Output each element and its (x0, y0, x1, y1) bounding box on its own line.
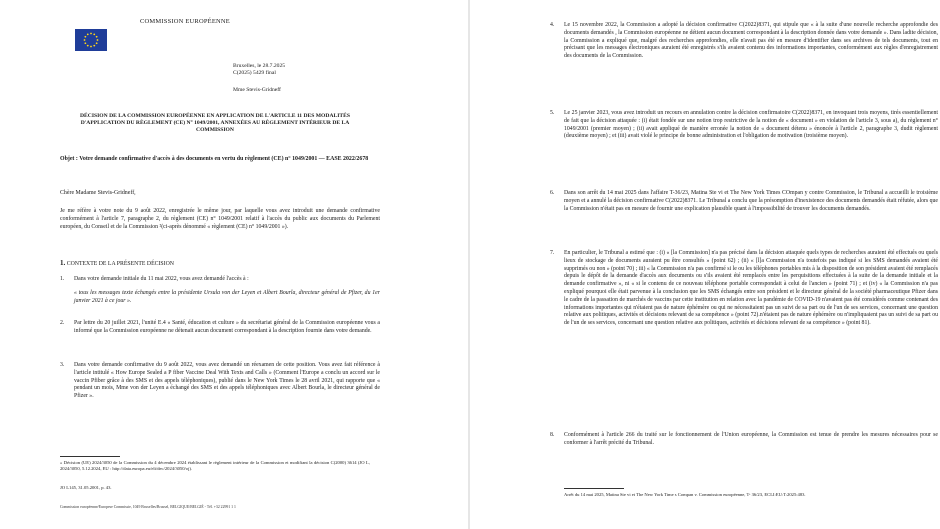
intro-paragraph: Je me réfère à votre note du 9 août 2022, enregistrée le même jour, par laquelle vous avez introduit une demande confirmative conformément à l'article 7, paragraphe 2, du règlement (CE) n° 1049/2001 relatif à l'accès du public aux documents du Parlement européen, du Conseil et de la Commission ²(ci-après dénommé « règlement (CE) n° 1049/2001 »). (60, 208, 380, 230)
place-date: Bruxelles, le 28.7.2025 (233, 63, 286, 69)
subject-line: Objet : Votre demande confirmative d'accès à des documents en vertu du règlement (CE) n° 1049/2001 — EASE 2022/2678 (60, 156, 369, 162)
footnote-divider (564, 488, 624, 489)
salutation: Chère Madame Stevis-Gridneff, (60, 190, 136, 196)
paragraph-1 (60, 276, 380, 285)
recipient: Mme Stevis-Gridneff (233, 87, 281, 93)
page-right (470, 0, 940, 529)
eu-star-icon (84, 39, 86, 41)
eu-star-icon (87, 45, 89, 47)
requested-documents-quote: « tous les messages texte échangés entre la présidente Ursula von der Leyen et Albert Bourla, directeur général de Pfizer, du 1er janvier 2021 à ce jour ». (74, 290, 380, 304)
paragraph-text: Dans son arrêt du 14 mai 2025 dans l'affaire T-36/23, Matina Ste vi et The New York Times COmpan y contre Commission, le Tribunal a accueilli le troisième moyen et a annulé la décision confirmative C(2022)8371. Le Tribunal a conclu que la présomption d'inexistence des documents demandés était réfutée, alors que la Commission n'était pas en mesure de fournir une explication plausible quant à l'impossibilité de trouver les documents demandés. (564, 190, 938, 212)
commission-name: COMMISSION EUROPÉENNE (140, 18, 230, 25)
paragraph-number: 5. (550, 110, 555, 116)
decision-title (50, 113, 380, 135)
paragraph-number: 6. (550, 190, 555, 196)
paragraph-text: Le 25 janvier 2023, vous avez introduit un recours en annulation contre la décision confirmatoire C(2022)8371, en invoquant trois moyens, tirés essentiellement de fait que la décision attaquée : (i) était fondée sur une notion trop restrictive de la notion de « document » en violation de l'article 3, sous a), du règlement n° 1049/2001 (premier moyen) ; (ii) avait appliqué de manière erronée la notion de « document détenu » énoncée à l'article 2, paragraphe 3, dudit règlement (deuxième moyen) ; et (iii) avait violé le principe de bonne administration et l'obligation de motivation (troisième moyen). (564, 110, 938, 140)
footnote-divider (60, 456, 120, 457)
paragraph-text: Le 15 novembre 2022, la Commission a adopté la décision confirmative C(2022)8371, qui stipule que « à la suite d'une nouvelle recherche approfondie des documents demandés , la Commission européenne ne détient aucun document correspondant à la description donnée dans votre demande ». Dans ladite décision, la Commission a expliqué que, malgré des recherches approfondies, elle n'avait pas été en mesure d'identifier dans ses archives de tels documents, tout en précisant que les messages électroniques auraient été enregistrés s'ils avaient contenu des informations importantes, conformément aux règles d'enregistrement des documents de la Commission. (564, 22, 938, 60)
paragraph-8 (550, 432, 938, 448)
paragraph-5 (550, 110, 938, 141)
section-number: 1. (60, 259, 66, 267)
paragraph-text: Dans votre demande initiale du 11 mai 2022, vous avez demandé l'accès à : (74, 276, 249, 282)
paragraph-text: Dans votre demande confirmative du 9 août 2022, vous avez demandé un réexamen de cette position. Vous avez fait référence à l'article intitulé « How Europe Sealed a P fiber Vaccine Deal With Texts and Calls » (Comment l'Europe a conclu un accord sur le vaccin Pfiber grâce à des SMS et des appels téléphoniques), publié dans le New York Times le 28 avril 2021, qui rapporte que « pendant un mois, Mme von der Leyen a échangé des SMS et des appels téléphoniques avec Albert Bourla, le directeur général de Pfizer ». (74, 362, 380, 400)
paragraph-number: 1. (60, 276, 65, 282)
paragraph-number: 3. (60, 362, 65, 368)
eu-star-icon (93, 33, 95, 35)
eu-star-icon (87, 33, 89, 35)
paragraph-3 (60, 362, 380, 422)
paragraph-number: 7. (550, 250, 555, 256)
paragraph-7 (550, 250, 938, 328)
footnote-judgment: Arrêt du 14 mai 2025, Matina Ste vi et The New York Time s Compan v. Commission européenne, T- 36/23, ECLI:EU:T:2025:483. (564, 492, 806, 497)
page-left (0, 0, 468, 529)
paragraph-number: 2. (60, 320, 65, 326)
page-footer: Commission européenne/Europese Commissie, 1049 Bruxelles/Brussel, BELGIQUE/BELGIË - Tél. +32 22991 1 1 (60, 505, 236, 509)
paragraph-text: En particulier, le Tribunal a estimé que : (i) « [la Commission] n'a pas précisé dans la décision attaquée quels types de recherches auraient été effectués ou quels lieux de stockage de documents auraient pu être consultés » (point 62) ; (ii) « [l]a Commission n'a toutefois pas indiqué si les SMS demandés avaient été supprimés ou non » (point 70) ; iii) « la Commission n'a pas confirmé si le ou les téléphones portables mis à la disposition de son président avaient été remplacés depuis le dépôt de la demande d'accès aux documents ou s'ils avaient été remplacés entre les perquisitions effectuées à la suite de la demande initiale et la demande confirmative », ni « si le contenu de ce nouveau téléphone portable correspondait à celui de l'ancien » (point 71) ; et (iv) « la Commission n'a pas expliqué pourquoi elle était parvenue à la conclusion que les SMS échangés entre son président et le directeur général de la société pharmaceutique Pfizer dans le cadre de la passation de marchés de vaccins par cette institution en relation avec la pandémie de COVID-19 n'avaient pas été considérés comme contenant des informations importantes qui n'étaient pas de nature éphémère ou qui ne nécessitaient pas un suivi de sa part ou de l'un de ses services, concernant une question relative aux politiques, activités et décisions relevant de sa compétence » (point 72).n'étaient pas de nature éphémère ou n'impliquaient pas un suivi de sa part ou de l'un de ses services, concernant une question relative aux politiques, activités et décisions relevant de sa compétence » (point 81). (564, 250, 938, 327)
paragraph-2 (60, 320, 380, 352)
section-heading (60, 259, 174, 267)
eu-star-icon (96, 36, 98, 38)
eu-star-icon (96, 42, 98, 44)
footnote-2: JO L145, 31.05.2001, p. 43. (60, 485, 112, 490)
eu-star-icon (90, 46, 92, 48)
eu-star-icon (84, 36, 86, 38)
decision-title-line: DÉCISION DE LA COMMISSION EUROPÉENNE EN APPLICATION DE L'ARTICLE 11 DES MODALITÉS (80, 113, 350, 119)
reference-number: C(2025) 5429 final (233, 70, 276, 76)
section-title: CONTEXTE DE LA PRÉSENTE DÉCISION (66, 261, 174, 267)
paragraph-text: Conformément à l'article 266 du traité sur le fonctionnement de l'Union européenne, la Commission est tenue de prendre les mesures nécessaires pour se conformer à l'arrêt précité du Tribunal. (564, 432, 938, 446)
paragraph-number: 8. (550, 432, 555, 438)
paragraph-6 (550, 190, 938, 213)
eu-star-icon (84, 42, 86, 44)
eu-star-icon (90, 33, 92, 35)
eu-star-icon (97, 39, 99, 41)
paragraph-text: Par lettre du 20 juillet 2021, l'unité E.4 « Santé, éducation et culture » du secrétariat général de la Commission européenne vous a informé que la Commission européenne ne détenait aucun document correspondant à la description fournie dans votre demande. (74, 320, 380, 334)
decision-title-line: D'APPLICATION DU RÈGLEMENT (CE) N° 1049/2001, ANNEXÉES AU RÈGLEMENT INTÉRIEUR DE LA (80, 120, 350, 127)
paragraph-number: 4. (550, 22, 555, 28)
footnote-1: « Décision (UE) 2024/3050 de la Commission du 4 décembre 2024 établissant le règlement intérieur de la Commission et modifiant la décision C(2000) 3614 (JO L, 2024/3050, 5.12.2024, EU : http://data.europa.eu/eli/dec/2024/3050/oj). (60, 460, 370, 472)
eu-star-icon (93, 45, 95, 47)
paragraph-4 (550, 22, 938, 61)
decision-title-line: COMMISSION (196, 127, 234, 134)
eu-flag-icon (75, 29, 107, 51)
